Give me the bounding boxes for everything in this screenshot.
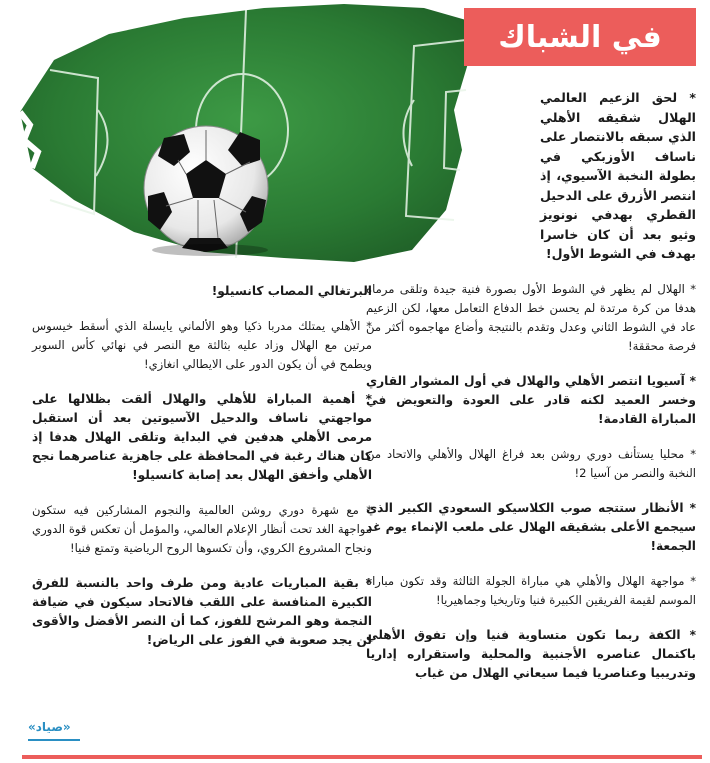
paragraph: * محليا يستأنف دوري روشن بعد فراغ الهلال والأهلي والاتحاد من النخبة والنصر من آسيا 2! bbox=[366, 447, 696, 480]
section-title-badge bbox=[464, 8, 696, 66]
author-signature: «صياد» bbox=[28, 720, 71, 734]
paragraph: * الأنظار ستتجه صوب الكلاسيكو السعودي الكبير الذي سيجمع الأعلى بشقيقه الهلال على ملعب الإنماء يوم غد الجمعة! bbox=[366, 501, 696, 553]
right-column bbox=[366, 280, 696, 683]
bottom-divider bbox=[22, 755, 702, 759]
paragraph: * الكفة ربما تكون متساوية فنيا وإن تفوق الأهلي باكتمال عناصره الأجنبية والمحلية واستقراره إداريا وتدريبيا وعناصريا فيما سيعاني الهلال من غياب bbox=[366, 628, 696, 680]
paragraph: * أهمية المباراة للأهلي والهلال ألقت بظلالها على مواجهتي ناساف والدحيل الآسيوتين بعد أن استقبل مرمى الأهلي هدفين في البداية وتلقى الهلال هدفا إذ كان هناك رغبة في المحافظة على جاهزية عناصرهما نجح الأهلي وأخفق الهلال بعد إصابة كانسيلو! bbox=[32, 392, 372, 482]
paragraph: * مع شهرة دوري روشن العالمية والنجوم المشاركين فيه ستكون مواجهة الغد تحت أنظار الإعلام العالمي، والمؤمل أن تعكس قوة الدوري ونجاح المشروع الكروي، وأن تكسوها الروح الرياضية وتمتع فنيا! bbox=[32, 503, 372, 555]
intro-paragraph: * لحق الزعيم العالمي الهلال شقيقه الأهلي الذي سبقه بالانتصار على ناساف الأوزبكي في بطولة النخبة الآسيوي، إذ انتصر الأزرق على الدحيل القطري بهدفي نونويز وثيو بعد أن كان خاسرا بهدف في الشوط الأول! bbox=[540, 90, 696, 261]
left-column bbox=[32, 282, 372, 650]
football-pitch-illustration bbox=[14, 0, 484, 280]
section-title: في الشباك bbox=[498, 19, 662, 55]
paragraph: * آسيويا انتصر الأهلي والهلال في أول المشوار القاري وخسر العميد لكنه قادر على العودة والتعويض في المباراة القادمة! bbox=[366, 374, 696, 426]
paragraph: * مواجهة الهلال والأهلي هي مباراة الجولة الثالثة وقد تكون مباراة الموسم لقيمة الفريقين الكبيرة فنيا وتاريخيا وجماهيريا! bbox=[366, 574, 696, 607]
signature-underline bbox=[28, 739, 80, 741]
paragraph: * الأهلي يمتلك مدربا ذكيا وهو الألماني يايسلة الذي أسقط خيسوس مرتين مع الهلال وزاد عليه بثالثة مع النصر في نهائي كأس السوبر ويطمح في أن يكون الدور على الايطالي انغازي! bbox=[32, 319, 372, 371]
paragraph: البرتغالي المصاب كانسيلو! bbox=[211, 284, 372, 298]
paragraph: * الهلال لم يظهر في الشوط الأول بصورة فنية جيدة وتلقى مرماه هدفا من كرة مرتدة لم يحسن خط الدفاع التعامل معها، لكن الزعيم عاد في الشوط الثاني وعدل وتقدم بالنتيجة وأضاع مهاجموه أكثر من فرصة محققة! bbox=[366, 282, 696, 353]
paragraph: * بقية المباريات عادية ومن طرف واحد بالنسبة للفرق الكبيرة المنافسة على اللقب فالاتحاد سيكون في ضيافة النجمة وهو المرشح للفوز، كما أن النصر الأفضل والأقوى لن يجد صعوبة في الفوز على الرياض! bbox=[32, 576, 372, 647]
